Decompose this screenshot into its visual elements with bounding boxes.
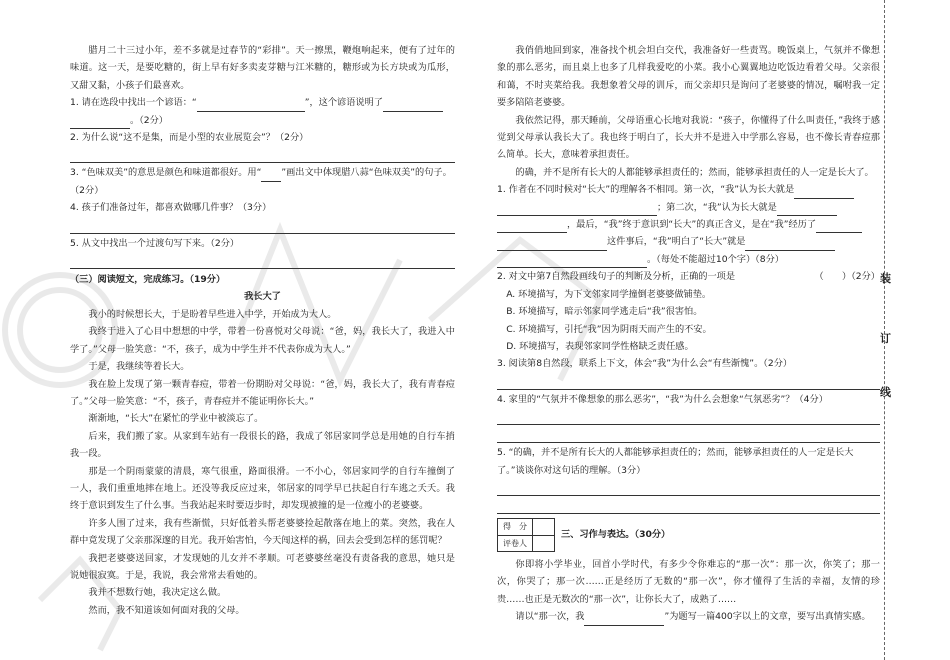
essay-paragraph: 我在脸上发现了第一颗青春痘，带着一份期盼对父母说：“爸，妈，我长大了，我有青春痘了。”父母一脸笑意：“不，孩子，青春痘并不能证明你长大。” [70,378,455,407]
answer-blank[interactable] [70,116,130,129]
question-5: 5. 从文中找出一个过渡句写下来。（2分） [70,237,240,249]
question-1: 1. 请在选段中找出一个谚语：“ ”，这个谚语说明了 [70,94,455,111]
essay-paragraph: 然而，我不知道该如何面对我的父母。 [88,604,245,616]
answer-line[interactable] [497,497,880,514]
answer-blank[interactable] [777,203,837,216]
essay-paragraph: 我终于进入了心目中想想的中学，带着一份喜悦对父母说：“爸，妈，我长大了，我进入中学了。”父母一脸笑意：“不，孩子，成为中学生并不代表你成为大人。” [70,326,455,355]
answer-paren[interactable]: （ ）（2分） [814,271,880,283]
essay-paragraph: 许多人围了过来，我有些渐慌，只好低着头帮老婆婆捡起散落在地上的菜。突然，我在人群中竟发现了父亲那深邃的目光。我开始害怕，今天闯这样的祸，回去会受到怎样的惩罚呢？ [70,517,455,547]
question-2: 2. 对文中第7自然段画线句子的判断及分析，正确的一项是 （ ）（2分） [497,268,880,285]
answer-blank[interactable] [816,220,862,233]
answer-line[interactable] [497,426,880,443]
answer-blank[interactable] [794,186,854,199]
essay-paragraph: 于是，我继续等着长大。 [88,361,190,373]
option-c[interactable]: C. 环境描写，引托“我”因为阴雨天而产生的不安。 [506,323,712,335]
answer-blank[interactable] [497,238,607,251]
question-1-cont: 。（每处不能超过10个字）（8分） [497,251,880,268]
answer-blank[interactable] [497,255,647,268]
answer-line[interactable] [70,146,455,163]
score-label: 得 分 [498,519,533,535]
question-3: 3. “色味双美”的意思是颜色和味道都很好。用“ ”画出文中体现腊八蒜“色味双美”的句子。（2分） [70,167,452,196]
question-1-cont: ；第二次，“我”认为长大就是 [497,199,880,216]
left-column [70,42,455,619]
question-4: 4. 家里的“气氛并不像想象的那么恶劣”，“我”为什么会想象“气氛恶劣”？（4分） [497,393,828,405]
essay-paragraph: 我俏俏地回到家，准备找个机会坦白交代，我准备好一些责骂。晚饭桌上，气氛并不像想象的那么恶劣，而且桌上也多了几样我爱吃的小菜。我小心翼翼地边吃饭边看着父母。父亲很和蔼，不时夹菜给我。我想象着父母的训斥，而父亲却只是询问了老婆婆的情况，嘱咐我一定要多陪陪老婆婆。 [497,45,880,109]
answer-line[interactable] [497,479,880,496]
essay-paragraph: 那是一个阴雨蒙蒙的清晨，寒气很重，路面很滑。一不小心，邻居家同学的自行车撞倒了一人，我们重重地摔在地上。还没等我反应过来，邻居家的同学早已扶起自行车逃之夭夭。我终于意识到发生了什么事。当我站起来时要迈步时，却发现被撞的是一位瘦小的老婆婆。 [70,465,455,512]
score-row [497,518,880,556]
question-1-cont: 。（2分） [70,112,455,129]
essay-paragraph: 后来，我们搬了家。从家到车站有一段很长的路，我成了邻居家同学总是用她的自行车捎我一段。 [70,430,455,460]
score-cell[interactable] [533,519,554,535]
score-box [497,518,555,552]
section-heading: 三、习作与表达。（30分） [561,528,671,540]
answer-blank[interactable] [497,220,567,233]
answer-blank[interactable] [383,99,443,112]
question-5: 5. “的确，并不是所有长大的人都能够承担责任的；然而，能够承担责任的人一定是长大了。”谈谈你对这句话的理解。（3分） [497,447,854,476]
essay-title: 我长大了 [244,291,281,303]
option-d[interactable]: D. 环境描写，表现邻家同学性格缺乏责任感。 [506,340,694,352]
essay-paragraph: 我依然记得，那天睡前，父母语重心长地对我说：“孩子，你懂得了什么叫责任，”我终于感觉到父母承认我长大了。我也终于明白了，长大并不是进入中学那么容易，也不像长青春痘那么简单。长大，意味着承担责任。 [497,114,880,161]
grader-cell[interactable] [533,536,554,552]
essay-paragraph: 我把老婆婆送回家，才发现她的儿女并不孝顺。可老婆婆丝毫没有责备我的意思，她只是说她很寂寞。于是，我说，我会常常去看她的。 [70,552,455,581]
binding-label: 订 [880,332,891,345]
binding-label: 线 [880,386,891,399]
essay-prompt: 你即将小学毕业，回首小学时代，有多少令你难忘的“那一次”：那一次，你笑了；那一次，你哭了；那一次……正是经历了无数的“那一次”，你才懂得了生活的幸福，友情的珍贵……也正是无数次的“那一次”，让你长大了，成熟了…… [497,558,880,605]
grader-label: 评卷人 [498,536,533,552]
answer-line[interactable] [497,408,880,425]
essay-paragraph: 渐渐地，“长大”在紧忙的学业中被淡忘了。 [88,413,264,425]
answer-line[interactable] [70,252,455,269]
answer-blank[interactable] [745,238,835,251]
option-a[interactable]: A. 环境描写，为下文邻家同学撞倒老婆婆做铺垫。 [506,288,712,300]
question-3: 3. 阅读第8自然段，联系上下文，体会“我”为什么会“有些渐愧”。（2分） [497,358,793,370]
answer-blank[interactable] [497,203,657,216]
answer-blank[interactable] [197,99,305,112]
reading-excerpt: 腊月二十三过小年，差不多就是过春节的“彩排”。天一擦黑，鞭炮响起来，便有了过年的味道。这一天，是要吃糖的，街上早有好多卖麦芽糖与江米糖的，糖形或为长方块或为瓜形，又甜又黏，小孩子们最喜欢。 [70,45,455,91]
essay-paragraph: 我并不想数行她，我决定这么做。 [88,587,227,599]
essay-paragraph: 我小的时候想长大，于是盼着早些进入中学，开始成为大人。 [88,308,337,320]
question-1-cont: ，最后，“我”终于意识到“长大”的真正含义，是在“我”经历了 [497,216,880,233]
answer-line[interactable] [70,217,455,234]
question-2: 2. 为什么说“这不是集，而是小型的农业展览会”？（2分） [70,132,309,144]
binding-label: 装 [880,272,891,285]
question-1-cont: 这件事后，“我”明白了“长大”就是 [497,233,880,250]
question-1: 1. 作者在不同时候对“长大”的理解各不相同。第一次，“我”认为长大就是 [497,181,880,198]
option-b[interactable]: B. 环境描写，暗示邻家同学逃走后“我”很害怕。 [506,306,703,318]
title-blank[interactable] [584,613,664,626]
right-column [497,42,880,626]
essay-task: 请以“那一次，我 ”为题写一篇400字以上的文章，要写出真情实感。 [497,608,880,625]
answer-blank[interactable] [261,169,281,182]
question-4: 4. 孩子们准备过年，都喜欢做哪几件事？（3分） [70,202,272,214]
essay-paragraph: 的确，并不是所有长大的人都能够承担责任的；然而，能够承担责任的人一定是长大了。 [515,166,874,178]
section-heading: （三）阅读短文，完成练习。（19分） [70,274,226,286]
answer-line[interactable] [497,373,880,390]
